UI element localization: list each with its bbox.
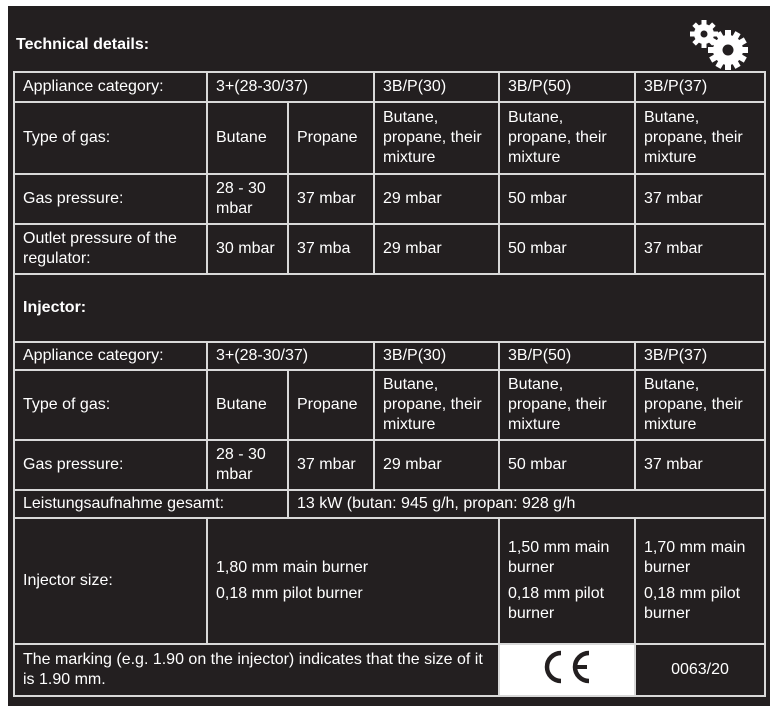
cell: Butane [207,370,288,440]
table-row [14,174,765,224]
pilot-burner-size: 0,18 mm pilot burner [508,585,605,622]
cell: 37 mbar [635,440,765,490]
cell: 3B/P(30) [374,72,499,102]
cell: 50 mbar [499,440,635,490]
cell: 3B/P(37) [635,342,765,370]
cell: 3+(28-30/37) [207,342,374,370]
cell: Butane, propane, their mixture [635,370,765,440]
cell: Butane, propane, their mixture [499,102,635,174]
cell: 3B/P(50) [499,342,635,370]
cell: Butane, propane, their mixture [374,102,499,174]
row-label: Type of gas: [14,102,207,174]
cell: Butane [207,102,288,174]
ce-mark-icon [537,647,597,687]
cell: 3+(28-30/37) [207,72,374,102]
cell [207,518,499,644]
cert-number: 0063/20 [635,644,765,696]
section-title: Technical details: [16,36,150,53]
cell: Butane, propane, their mixture [374,370,499,440]
cell: Butane, propane, their mixture [499,370,635,440]
cell: 3B/P(50) [499,72,635,102]
table-row [14,440,765,490]
ce-mark-cell [499,644,635,696]
main-burner-size: 1,50 mm main burner [508,539,610,576]
cell: 37 mbar [635,224,765,274]
row-label: Appliance category: [14,72,207,102]
cell [635,518,765,644]
cell [499,518,635,644]
cell: 29 mbar [374,174,499,224]
section-row [14,274,765,342]
cell: Propane [288,102,374,174]
cell: Butane, propane, their mixture [635,102,765,174]
row-label: Appliance category: [14,342,207,370]
cell: 37 mba [288,224,374,274]
table-row [14,342,765,370]
pilot-burner-size: 0,18 mm pilot burner [216,585,363,602]
cell: 37 mbar [635,174,765,224]
cell: 50 mbar [499,174,635,224]
marking-note: The marking (e.g. 1.90 on the injector) indicates that the size of it is 1.90 mm. [14,644,499,696]
table-row [14,72,765,102]
cell: 28 - 30 mbar [207,174,288,224]
cell: 13 kW (butan: 945 g/h, propan: 928 g/h [288,490,765,518]
row-label: Gas pressure: [14,440,207,490]
row-label: Type of gas: [14,370,207,440]
main-burner-size: 1,70 mm main burner [644,539,746,576]
table-row [14,370,765,440]
cell: 37 mbar [288,174,374,224]
table-row [14,518,765,644]
cell: 30 mbar [207,224,288,274]
row-label: Gas pressure: [14,174,207,224]
cell: 37 mbar [288,440,374,490]
cell: 50 mbar [499,224,635,274]
table-row [14,102,765,174]
pilot-burner-size: 0,18 mm pilot burner [644,585,741,622]
row-label: Leistungsaufnahme gesamt: [14,490,288,518]
injector-section-title: Injector: [14,274,765,342]
main-burner-size: 1,80 mm main burner [216,559,369,576]
cell: 29 mbar [374,440,499,490]
cell: 28 - 30 mbar [207,440,288,490]
gears-icon [684,18,756,70]
row-label: Injector size: [14,518,207,644]
table-row [14,224,765,274]
cell: Propane [288,370,374,440]
table-row [14,490,765,518]
table-row [14,644,765,696]
technical-details-panel [8,6,770,706]
cell: 3B/P(37) [635,72,765,102]
cell: 3B/P(30) [374,342,499,370]
row-label: Outlet pressure of the regulator: [14,224,207,274]
technical-specs-table [13,71,766,697]
cell: 29 mbar [374,224,499,274]
